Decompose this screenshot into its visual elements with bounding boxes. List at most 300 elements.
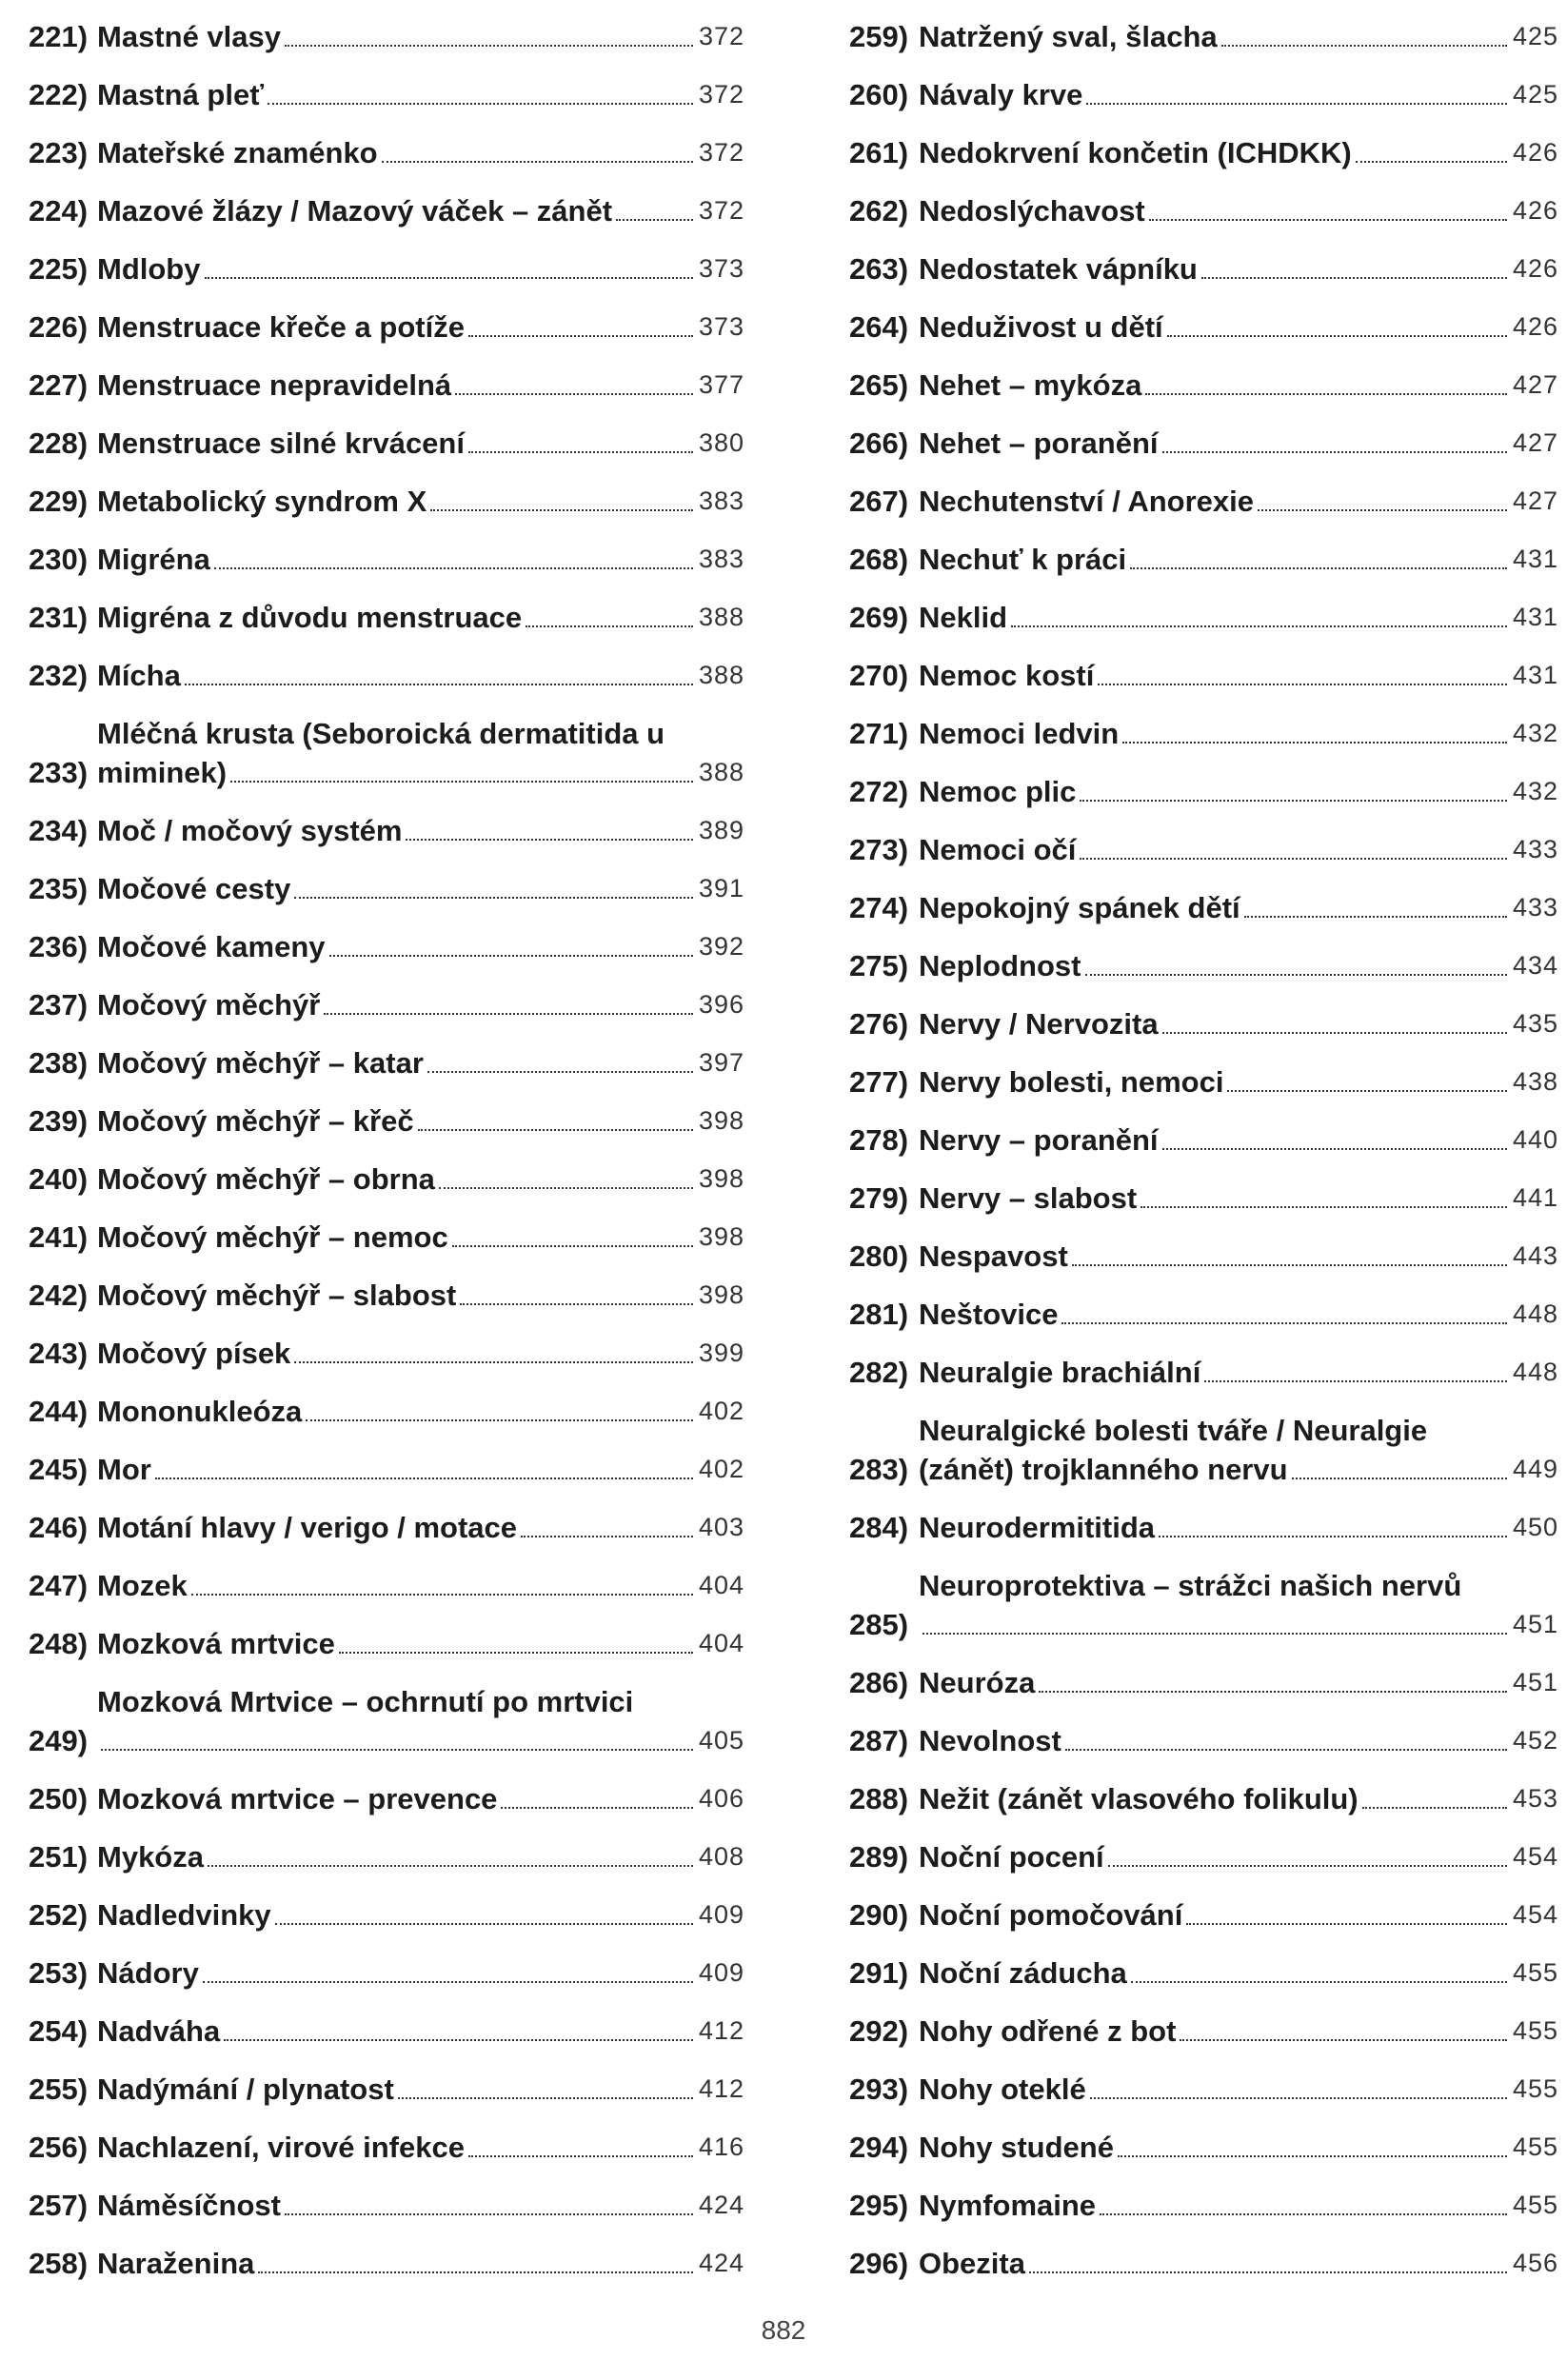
entry-page-number: 372 [698,196,744,225]
dot-leader [1098,684,1507,685]
entry-page-number: 432 [1512,719,1558,747]
entry-page-number: 448 [1512,1299,1558,1328]
dot-leader [203,1981,693,1983]
toc-entry [29,1160,744,1199]
entry-page-number: 424 [698,2249,744,2277]
entry-page-number: 388 [698,603,744,631]
toc-entry [29,811,744,850]
entry-title: Močový měchýř – katar [97,1046,424,1080]
entry-page-number: 389 [698,816,744,844]
entry-number: 222) [29,78,89,111]
entry-number: 292) [849,2014,909,2048]
entry-number: 246) [29,1511,89,1544]
entry-page-number: 453 [1512,1784,1558,1813]
toc-entry [849,424,1558,463]
toc-entry [849,1295,1558,1334]
entry-title: (zánět) trojklanného nervu [919,1453,1288,1486]
toc-entry [29,1682,744,1760]
entry-page-number: 383 [698,486,744,515]
dot-leader [1258,509,1507,511]
toc-entry [29,1276,744,1315]
entry-number: 225) [29,252,89,286]
dot-leader [1356,161,1507,163]
entry-page-number: 372 [698,80,744,109]
entry-page-number: 377 [698,370,744,399]
entry-number: 248) [29,1627,89,1660]
entry-title: Neurodermititida [919,1511,1156,1544]
toc-entry [29,1954,744,1993]
entry-page-number: 450 [1512,1513,1558,1541]
entry-title-line: Mozková Mrtvice – ochrnutí po mrtvici [97,1685,634,1718]
entry-title: Močový měchýř – nemoc [97,1220,448,1254]
dot-leader [294,1361,693,1363]
entry-number: 269) [849,601,909,634]
entry-title: Noční pocení [919,1840,1104,1874]
entry-title: Nežit (zánět vlasového folikulu) [919,1782,1359,1815]
entry-title: Nadváha [97,2014,221,2048]
toc-entry [849,1895,1558,1934]
dot-leader [1130,567,1507,569]
dot-leader [1167,335,1507,337]
entry-title: Nepokojný spánek dětí [919,891,1240,924]
entry-number: 242) [29,1279,89,1312]
entry-title: Mastná pleť [97,78,265,111]
entry-title: Neduživost u dětí [919,310,1163,344]
toc-entry [29,714,744,792]
entry-page-number: 443 [1512,1241,1558,1270]
toc-entry [849,714,1558,753]
entry-title: Mozek [97,1569,188,1602]
toc-entry [29,424,744,463]
toc-entry [849,1508,1558,1547]
toc-entry [29,249,744,288]
entry-number: 279) [849,1181,909,1215]
dot-leader [1162,1032,1507,1034]
entry-page-number: 398 [698,1164,744,1193]
entry-page-number: 426 [1512,196,1558,225]
entry-title: Nedokrvení končetin (ICHDKK) [919,136,1352,169]
entry-title-line: Mléčná krusta (Seboroická dermatitida u [97,717,665,750]
entry-page-number: 426 [1512,312,1558,341]
entry-title: Močové cesty [97,872,291,905]
entry-title: Nemoc plic [919,775,1077,808]
dot-leader [418,1129,693,1131]
entry-page-number: 449 [1512,1455,1558,1483]
toc-entry [29,985,744,1024]
entry-page-number: 388 [698,758,744,786]
dot-leader [1086,103,1507,105]
entry-page-number: 405 [698,1726,744,1755]
entry-number: 241) [29,1220,89,1254]
entry-page-number: 455 [1512,2074,1558,2103]
entry-page-number: 380 [698,428,744,457]
toc-entry [29,2012,744,2051]
entry-number: 273) [849,833,909,866]
entry-title: Moč / močový systém [97,814,403,847]
toc-entry [849,888,1558,927]
dot-leader [455,393,693,395]
entry-title: Noční pomočování [919,1898,1183,1932]
entry-number: 293) [849,2073,909,2106]
dot-leader [258,2271,693,2273]
toc-entry [29,75,744,114]
entry-title: Nehet – mykóza [919,368,1142,402]
toc-entry [29,1624,744,1663]
entry-page-number: 402 [698,1397,744,1425]
entry-title: Nechuť k práci [919,543,1127,576]
entry-number: 244) [29,1395,89,1428]
dot-leader [1108,1865,1507,1867]
entry-number: 255) [29,2073,89,2106]
toc-entry [849,1004,1558,1043]
entry-title: Mozková mrtvice [97,1627,335,1660]
entry-title: Neklid [919,601,1008,634]
entry-title: Mazové žlázy / Mazový váček – zánět [97,194,613,228]
entry-number: 280) [849,1240,909,1273]
dot-leader [1204,1380,1507,1382]
entry-number: 267) [849,485,909,518]
dot-leader [1149,219,1507,221]
dot-leader [1085,974,1507,976]
dot-leader [285,45,693,47]
entry-number: 260) [849,78,909,111]
dot-leader [1244,916,1507,918]
dot-leader [468,335,693,337]
entry-number: 275) [849,949,909,982]
entry-title: Nachlazení, virové infekce [97,2131,465,2164]
dot-leader [1162,451,1507,453]
entry-number: 224) [29,194,89,228]
dot-leader [1039,1691,1507,1693]
entry-number: 291) [849,1956,909,1990]
toc-entry [849,598,1558,637]
toc-entry [29,191,744,230]
entry-page-number: 426 [1512,138,1558,167]
entry-number: 264) [849,310,909,344]
entry-page-number: 438 [1512,1067,1558,1096]
entry-number: 283) [849,1453,909,1486]
entry-number: 265) [849,368,909,402]
entry-title: Nervy – poranění [919,1123,1159,1157]
entry-title: Menstruace nepravidelná [97,368,452,402]
entry-page-number: 448 [1512,1358,1558,1386]
dot-leader [1227,1090,1506,1092]
dot-leader [382,161,693,163]
entry-title: Nervy – slabost [919,1181,1138,1215]
entry-title: Nemoci očí [919,833,1077,866]
entry-title: Mdloby [97,252,201,286]
entry-number: 226) [29,310,89,344]
entry-page-number: 396 [698,990,744,1019]
entry-number: 227) [29,368,89,402]
entry-number: 282) [849,1356,909,1389]
dot-leader [1080,858,1507,860]
entry-title: Neplodnost [919,949,1081,982]
entry-number: 253) [29,1956,89,1990]
entry-title: Nedostatek vápníku [919,252,1198,286]
dot-leader [1080,800,1507,802]
entry-number: 234) [29,814,89,847]
entry-page-number: 456 [1512,2249,1558,2277]
dot-leader [398,2097,693,2099]
entry-number: 251) [29,1840,89,1874]
page-number: 882 [761,2315,806,2345]
entry-number: 268) [849,543,909,576]
entry-title: Noční záducha [919,1956,1127,1990]
entry-title: Nemoc kostí [919,659,1095,692]
dot-leader [1159,1536,1507,1537]
dot-leader [329,955,693,957]
entry-title: Mícha [97,659,181,692]
entry-number: 236) [29,930,89,963]
entry-page-number: 433 [1512,835,1558,863]
dot-leader [1090,2097,1507,2099]
entry-number: 281) [849,1298,909,1331]
entry-page-number: 398 [698,1106,744,1135]
entry-page-number: 372 [698,22,744,50]
entry-title: Obezita [919,2247,1025,2280]
entry-number: 221) [29,20,89,53]
toc-entry [849,830,1558,869]
entry-number: 261) [849,136,909,169]
toc-entry [29,1218,744,1257]
toc-entry [29,1043,744,1082]
toc-entry [849,1663,1558,1702]
entry-title: Močový písek [97,1337,291,1370]
entry-title: Močový měchýř – křeč [97,1104,414,1138]
entry-title: Nohy odřené z bot [919,2014,1177,2048]
entry-page-number: 388 [698,661,744,689]
dot-leader [526,625,693,627]
toc-entry [849,1237,1558,1276]
dot-leader [460,1303,693,1305]
entry-title: Nehet – poranění [919,426,1159,460]
entry-number: 254) [29,2014,89,2048]
dot-leader [1118,2155,1507,2157]
toc-entry [849,1062,1558,1101]
entry-page-number: 404 [698,1571,744,1599]
entry-title: Neuróza [919,1666,1036,1699]
entry-title: Návaly krve [919,78,1083,111]
entry-number: 249) [29,1724,89,1757]
dot-leader [406,839,692,841]
entry-number: 288) [849,1782,909,1815]
toc-entry [29,598,744,637]
entry-number: 284) [849,1511,909,1544]
entry-number: 258) [29,2247,89,2280]
entry-page-number: 433 [1512,893,1558,922]
entry-title: Mateřské znaménko [97,136,378,169]
entry-number: 245) [29,1453,89,1486]
toc-entry [29,927,744,966]
dot-leader [616,219,693,221]
dot-leader [468,451,693,453]
dot-leader [191,1594,693,1596]
entry-title: Mozková mrtvice – prevence [97,1782,498,1815]
toc-entry [849,540,1558,579]
entry-number: 237) [29,988,89,1021]
entry-title: Natržený sval, šlacha [919,20,1218,53]
entry-number: 286) [849,1666,909,1699]
toc-entry [849,1721,1558,1760]
entry-page-number: 440 [1512,1125,1558,1154]
entry-page-number: 434 [1512,951,1558,980]
toc-entry [29,366,744,405]
entry-title: Neštovice [919,1298,1059,1331]
entry-number: 233) [29,756,89,789]
entry-number: 272) [849,775,909,808]
entry-title: Migréna [97,543,210,576]
entry-page-number: 372 [698,138,744,167]
entry-title: Menstruace křeče a potíže [97,310,465,344]
entry-page-number: 373 [698,254,744,283]
dot-leader [430,509,693,511]
entry-page-number: 398 [698,1222,744,1251]
dot-leader [1292,1478,1507,1479]
toc-entry [29,307,744,347]
dot-leader [922,1633,1507,1635]
entry-title: Motání hlavy / verigo / motace [97,1511,518,1544]
dot-leader [1221,45,1507,47]
toc-column-right [849,17,1558,2302]
entry-title: Nemoci ledvin [919,717,1120,750]
entry-title: Naraženina [97,2247,255,2280]
toc-entry [849,1121,1558,1160]
toc-entry [849,946,1558,985]
entry-page-number: 392 [698,932,744,961]
dot-leader [1065,1749,1507,1751]
dot-leader [324,1013,693,1015]
toc-entry [29,1101,744,1140]
dot-leader [294,897,693,899]
entry-page-number: 391 [698,874,744,902]
dot-leader [306,1419,693,1421]
toc-entry [29,2070,744,2109]
entry-page-number: 426 [1512,254,1558,283]
toc-entry [29,656,744,695]
toc-entry [849,2244,1558,2283]
entry-number: 294) [849,2131,909,2164]
entry-page-number: 427 [1512,428,1558,457]
entry-number: 285) [849,1608,909,1641]
entry-page-number: 427 [1512,370,1558,399]
dot-leader [1180,2039,1507,2041]
dot-leader [285,2213,693,2215]
entry-title: Nadýmání / plynatost [97,2073,394,2106]
toc-entry [29,1779,744,1818]
toc-entry [29,1837,744,1876]
toc-entry [29,1895,744,1934]
toc-entry [849,2070,1558,2109]
toc-entry [29,1450,744,1489]
dot-leader [468,2155,693,2157]
dot-leader [214,567,693,569]
entry-title: Nervy bolesti, nemoci [919,1065,1224,1099]
entry-title: Nespavost [919,1240,1068,1273]
entry-number: 240) [29,1162,89,1196]
entry-page-number: 452 [1512,1726,1558,1755]
toc-entry [849,2012,1558,2051]
entry-page-number: 403 [698,1513,744,1541]
entry-number: 274) [849,891,909,924]
dot-leader [101,1749,693,1751]
entry-page-number: 409 [698,1958,744,1987]
dot-leader [1145,393,1507,395]
entry-number: 230) [29,543,89,576]
entry-page-number: 435 [1512,1009,1558,1038]
entry-page-number: 425 [1512,80,1558,109]
entry-page-number: 431 [1512,661,1558,689]
entry-title: Mastné vlasy [97,20,281,53]
entry-title: Nevolnost [919,1724,1061,1757]
toc-entry [849,17,1558,56]
entry-title: Mor [97,1453,151,1486]
dot-leader [1162,1148,1507,1150]
entry-page-number: 404 [698,1629,744,1657]
entry-page-number: 451 [1512,1668,1558,1696]
entry-number: 262) [849,194,909,228]
dot-leader [1029,2271,1507,2273]
toc-entry [849,249,1558,288]
toc-entry [29,1566,744,1605]
dot-leader [208,1865,693,1867]
entry-page-number: 383 [698,545,744,573]
dot-leader [1061,1322,1506,1324]
entry-title: Mononukleóza [97,1395,303,1428]
dot-leader [521,1536,693,1537]
toc-entry [29,482,744,521]
toc-entry [849,482,1558,521]
toc-entry [849,1179,1558,1218]
entry-number: 250) [29,1782,89,1815]
entry-number: 232) [29,659,89,692]
entry-number: 235) [29,872,89,905]
entry-title: Nechutenství / Anorexie [919,485,1255,518]
entry-title-line: Neuralgické bolesti tváře / Neuralgie [919,1414,1428,1447]
entry-number: 256) [29,2131,89,2164]
entry-title: Močový měchýř – obrna [97,1162,435,1196]
toc-entry [29,17,744,56]
toc-entry [849,75,1558,114]
entry-number: 271) [849,717,909,750]
toc-entry [849,1353,1558,1392]
entry-title: Nervy / Nervozita [919,1007,1159,1041]
entry-number: 266) [849,426,909,460]
entry-number: 289) [849,1840,909,1874]
entry-page-number: 399 [698,1339,744,1367]
dot-leader [224,2039,693,2041]
entry-number: 239) [29,1104,89,1138]
toc-entry [849,656,1558,695]
entry-title: Mykóza [97,1840,204,1874]
entry-number: 277) [849,1065,909,1099]
dot-leader [339,1652,693,1654]
entry-page-number: 451 [1512,1610,1558,1638]
dot-leader [1011,625,1507,627]
toc-entry [849,1411,1558,1489]
entry-title: Nádory [97,1956,199,1990]
dot-leader [205,277,693,279]
entry-number: 238) [29,1046,89,1080]
entry-number: 276) [849,1007,909,1041]
dot-leader [268,103,693,105]
entry-page-number: 373 [698,312,744,341]
toc-entry [849,1954,1558,1993]
toc-entry [29,1392,744,1431]
entry-number: 270) [849,659,909,692]
entry-number: 259) [849,20,909,53]
entry-number: 287) [849,1724,909,1757]
